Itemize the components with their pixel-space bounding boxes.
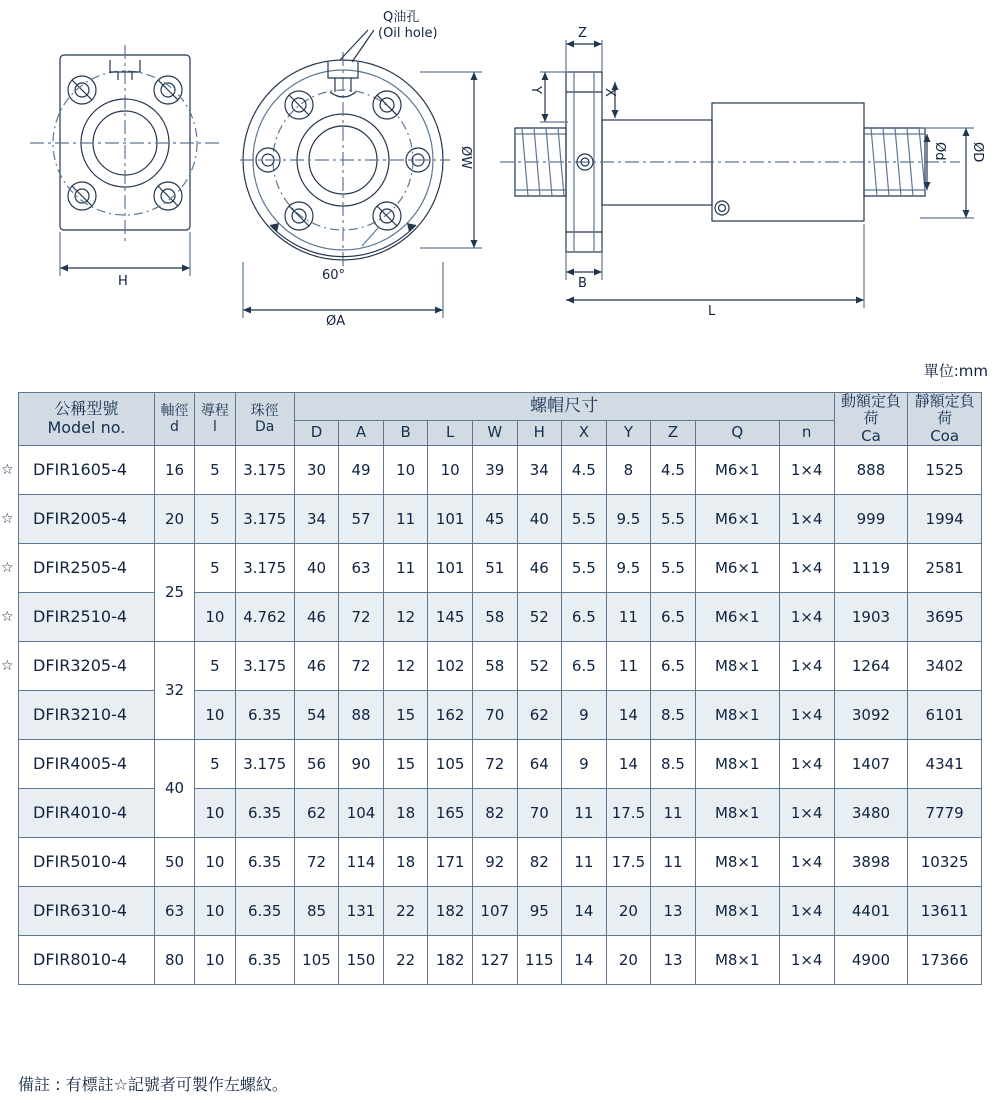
cell-Coa: 1525 [908, 445, 982, 494]
cell-lead: 5 [195, 641, 235, 690]
cell-X: 14 [562, 886, 607, 935]
cell-B: 11 [383, 543, 428, 592]
cell-H: 62 [517, 690, 562, 739]
cell-Z: 6.5 [651, 592, 696, 641]
cell-model-text: DFIR2510-4 [33, 607, 128, 627]
header-dim-Q: Q [695, 420, 779, 445]
cell-shaft-dia: 32 [154, 641, 194, 739]
cell-A: 88 [339, 690, 384, 739]
header-shaft-dia [154, 393, 194, 446]
cell-H: 115 [517, 935, 562, 984]
cell-Y: 17.5 [606, 788, 651, 837]
cell-n: 1×4 [779, 886, 834, 935]
cell-Coa: 7779 [908, 788, 982, 837]
cell-shaft-dia: 20 [154, 494, 194, 543]
cell-Z: 11 [651, 837, 696, 886]
cell-lead: 10 [195, 592, 235, 641]
header-model [19, 393, 155, 446]
cell-B: 18 [383, 837, 428, 886]
cell-Z: 5.5 [651, 543, 696, 592]
header-sta-load-cn: 靜額定負荷 [914, 392, 975, 428]
cell-W: 70 [472, 690, 517, 739]
cell-D: 105 [294, 935, 339, 984]
left-thread-star-icon: ☆ [1, 559, 14, 576]
cell-Q: M8×1 [695, 788, 779, 837]
cell-W: 58 [472, 641, 517, 690]
cell-ball-dia: 3.175 [235, 641, 294, 690]
cell-X: 5.5 [562, 494, 607, 543]
cell-Y: 9.5 [606, 494, 651, 543]
cell-Coa: 3402 [908, 641, 982, 690]
cell-Q: M6×1 [695, 592, 779, 641]
dim-label-L: L [708, 304, 716, 319]
cell-Y: 20 [606, 886, 651, 935]
header-dim-H: H [517, 420, 562, 445]
cell-Q: M6×1 [695, 445, 779, 494]
cell-B: 15 [383, 690, 428, 739]
header-nut-dims: 螺帽尺寸 [294, 393, 834, 421]
cell-n: 1×4 [779, 543, 834, 592]
cell-Ca: 4900 [834, 935, 908, 984]
cell-n: 1×4 [779, 641, 834, 690]
cell-W: 58 [472, 592, 517, 641]
cell-Ca: 3480 [834, 788, 908, 837]
cell-lead: 10 [195, 837, 235, 886]
cell-Z: 11 [651, 788, 696, 837]
cell-n: 1×4 [779, 445, 834, 494]
dim-label-Y: Y [528, 86, 543, 94]
cell-L: 165 [428, 788, 473, 837]
cell-Z: 8.5 [651, 739, 696, 788]
header-model-cn: 公稱型號 [54, 399, 119, 419]
table-row [19, 445, 982, 494]
cell-model [1, 494, 155, 543]
spec-table-wrapper [1, 392, 982, 985]
cell-ball-dia: 6.35 [235, 935, 294, 984]
cell-Ca: 1119 [834, 543, 908, 592]
cell-W: 51 [472, 543, 517, 592]
header-dyn-load-cn: 動額定負荷 [840, 392, 901, 428]
cell-W: 82 [472, 788, 517, 837]
header-ball-dia-sym: Da [254, 418, 275, 435]
cell-lead: 5 [195, 494, 235, 543]
cell-W: 72 [472, 739, 517, 788]
cell-model [19, 788, 155, 837]
cell-Y: 17.5 [606, 837, 651, 886]
cell-A: 49 [339, 445, 384, 494]
header-dyn-load [834, 393, 908, 446]
cell-D: 40 [294, 543, 339, 592]
cell-model-text: DFIR3205-4 [33, 656, 128, 676]
cell-ball-dia: 3.175 [235, 445, 294, 494]
cell-A: 57 [339, 494, 384, 543]
cell-H: 52 [517, 641, 562, 690]
cell-L: 171 [428, 837, 473, 886]
cell-model-text: DFIR8010-4 [33, 950, 128, 970]
cell-Coa: 2581 [908, 543, 982, 592]
table-row [19, 543, 982, 592]
cell-A: 90 [339, 739, 384, 788]
header-dim-B: B [383, 420, 428, 445]
cell-D: 85 [294, 886, 339, 935]
cell-lead: 10 [195, 935, 235, 984]
cell-Y: 9.5 [606, 543, 651, 592]
cell-H: 82 [517, 837, 562, 886]
cell-A: 131 [339, 886, 384, 935]
dim-label-Z: Z [578, 26, 587, 41]
cell-n: 1×4 [779, 935, 834, 984]
cell-X: 4.5 [562, 445, 607, 494]
cell-A: 63 [339, 543, 384, 592]
cell-Q: M6×1 [695, 543, 779, 592]
cell-L: 105 [428, 739, 473, 788]
cell-Q: M8×1 [695, 837, 779, 886]
cell-ball-dia: 3.175 [235, 543, 294, 592]
cell-n: 1×4 [779, 837, 834, 886]
cell-X: 6.5 [562, 641, 607, 690]
header-ball-dia [235, 393, 294, 446]
cell-X: 9 [562, 690, 607, 739]
dim-label-OW: ØW [458, 146, 473, 170]
header-dim-Z: Z [651, 420, 696, 445]
cell-A: 104 [339, 788, 384, 837]
cell-Q: M8×1 [695, 739, 779, 788]
header-dim-W: W [472, 420, 517, 445]
header-lead-cn: 導程 [200, 402, 229, 419]
cell-X: 14 [562, 935, 607, 984]
cell-Z: 6.5 [651, 641, 696, 690]
cell-lead: 10 [195, 690, 235, 739]
left-thread-star-icon: ☆ [1, 608, 14, 625]
oil-hole-label-en: (Oil hole) [378, 26, 438, 41]
cell-lead: 5 [195, 739, 235, 788]
cell-n: 1×4 [779, 690, 834, 739]
cell-shaft-dia: 50 [154, 837, 194, 886]
cell-L: 162 [428, 690, 473, 739]
cell-Q: M8×1 [695, 935, 779, 984]
cell-Y: 8 [606, 445, 651, 494]
cell-W: 127 [472, 935, 517, 984]
cell-W: 92 [472, 837, 517, 886]
header-shaft-dia-sym: d [170, 418, 179, 435]
cell-ball-dia: 3.175 [235, 494, 294, 543]
cell-Ca: 3092 [834, 690, 908, 739]
dim-label-angle: 60° [322, 268, 346, 283]
left-thread-star-icon: ☆ [1, 510, 14, 527]
cell-A: 114 [339, 837, 384, 886]
cell-ball-dia: 6.35 [235, 837, 294, 886]
cell-n: 1×4 [779, 494, 834, 543]
cell-Ca: 4401 [834, 886, 908, 935]
cell-Y: 11 [606, 641, 651, 690]
cell-shaft-dia: 16 [154, 445, 194, 494]
cell-model-text: DFIR2505-4 [33, 558, 128, 578]
cell-H: 95 [517, 886, 562, 935]
spec-table-head [19, 393, 982, 446]
cell-model-text: DFIR4005-4 [33, 754, 128, 774]
header-row-1 [19, 393, 982, 421]
table-row [19, 886, 982, 935]
cell-model [1, 445, 155, 494]
cell-A: 72 [339, 641, 384, 690]
cell-Z: 13 [651, 886, 696, 935]
cell-Q: M8×1 [695, 690, 779, 739]
cell-Z: 8.5 [651, 690, 696, 739]
footnote: 備註 : 有標註☆記號者可製作左螺紋。 [18, 1075, 288, 1094]
cell-B: 22 [383, 935, 428, 984]
cell-D: 62 [294, 788, 339, 837]
cell-B: 10 [383, 445, 428, 494]
cell-L: 145 [428, 592, 473, 641]
header-dim-Y: Y [606, 420, 651, 445]
cell-X: 5.5 [562, 543, 607, 592]
cell-model [19, 739, 155, 788]
cell-L: 101 [428, 494, 473, 543]
cell-lead: 10 [195, 788, 235, 837]
cell-B: 15 [383, 739, 428, 788]
dim-label-Od: Ød [932, 142, 947, 161]
header-sta-load [908, 393, 982, 446]
oil-hole-label-cn: Q油孔 [383, 10, 420, 25]
cell-Z: 13 [651, 935, 696, 984]
cell-A: 150 [339, 935, 384, 984]
cell-D: 72 [294, 837, 339, 886]
cell-X: 11 [562, 837, 607, 886]
cell-W: 107 [472, 886, 517, 935]
table-row [19, 935, 982, 984]
cell-W: 45 [472, 494, 517, 543]
cell-Coa: 17366 [908, 935, 982, 984]
cell-A: 72 [339, 592, 384, 641]
cell-L: 102 [428, 641, 473, 690]
cell-shaft-dia: 80 [154, 935, 194, 984]
cell-shaft-dia: 40 [154, 739, 194, 837]
left-thread-star-icon: ☆ [1, 657, 14, 674]
table-row [19, 641, 982, 690]
cell-Ca: 999 [834, 494, 908, 543]
cell-L: 182 [428, 886, 473, 935]
cell-Y: 14 [606, 690, 651, 739]
cell-Coa: 3695 [908, 592, 982, 641]
cell-n: 1×4 [779, 739, 834, 788]
cell-model-text: DFIR3210-4 [33, 705, 128, 725]
cell-shaft-dia: 63 [154, 886, 194, 935]
cell-Y: 14 [606, 739, 651, 788]
cell-X: 9 [562, 739, 607, 788]
table-row [19, 494, 982, 543]
drawing-svg [0, 0, 1000, 345]
cell-model [1, 592, 155, 641]
cell-Coa: 6101 [908, 690, 982, 739]
header-sta-load-sym: Coa [930, 426, 960, 445]
cell-B: 11 [383, 494, 428, 543]
technical-drawing [0, 0, 1000, 345]
cell-Coa: 4341 [908, 739, 982, 788]
header-shaft-dia-cn: 軸徑 [160, 402, 189, 419]
dim-label-H: H [118, 274, 128, 289]
spec-table [1, 392, 982, 985]
cell-H: 34 [517, 445, 562, 494]
cell-n: 1×4 [779, 592, 834, 641]
table-row [19, 739, 982, 788]
cell-model [19, 935, 155, 984]
cell-model-text: DFIR5010-4 [33, 852, 128, 872]
cell-B: 22 [383, 886, 428, 935]
unit-note: 單位:mm [923, 362, 988, 380]
cell-model-text: DFIR4010-4 [33, 803, 128, 823]
cell-model-text: DFIR2005-4 [33, 509, 128, 529]
cell-model [19, 690, 155, 739]
cell-Q: M6×1 [695, 494, 779, 543]
header-dim-A: A [339, 420, 384, 445]
dim-label-OD: ØD [970, 142, 985, 163]
cell-Ca: 1903 [834, 592, 908, 641]
cell-D: 46 [294, 641, 339, 690]
dim-label-X: X [602, 88, 617, 97]
cell-lead: 5 [195, 543, 235, 592]
cell-L: 182 [428, 935, 473, 984]
cell-Y: 20 [606, 935, 651, 984]
cell-Ca: 1407 [834, 739, 908, 788]
table-row [19, 837, 982, 886]
cell-B: 12 [383, 592, 428, 641]
header-dyn-load-sym: Ca [861, 426, 881, 445]
header-model-en: Model no. [47, 417, 126, 437]
dim-label-OA: ØA [326, 314, 346, 329]
cell-Coa: 10325 [908, 837, 982, 886]
cell-B: 12 [383, 641, 428, 690]
cell-Coa: 1994 [908, 494, 982, 543]
header-lead [195, 393, 235, 446]
header-dim-n: n [779, 420, 834, 445]
cell-D: 54 [294, 690, 339, 739]
cell-L: 10 [428, 445, 473, 494]
dim-label-B: B [578, 276, 587, 291]
cell-ball-dia: 6.35 [235, 690, 294, 739]
cell-Z: 5.5 [651, 494, 696, 543]
cell-H: 40 [517, 494, 562, 543]
cell-model [1, 543, 155, 592]
cell-W: 39 [472, 445, 517, 494]
cell-H: 64 [517, 739, 562, 788]
cell-model [19, 837, 155, 886]
cell-ball-dia: 3.175 [235, 739, 294, 788]
header-lead-sym: l [212, 418, 217, 435]
cell-Ca: 888 [834, 445, 908, 494]
cell-Ca: 3898 [834, 837, 908, 886]
cell-Ca: 1264 [834, 641, 908, 690]
cell-ball-dia: 6.35 [235, 886, 294, 935]
cell-lead: 5 [195, 445, 235, 494]
cell-model [19, 886, 155, 935]
cell-H: 70 [517, 788, 562, 837]
cell-L: 101 [428, 543, 473, 592]
cell-ball-dia: 6.35 [235, 788, 294, 837]
cell-lead: 10 [195, 886, 235, 935]
cell-model-text: DFIR6310-4 [33, 901, 128, 921]
cell-model-text: DFIR1605-4 [33, 460, 128, 480]
header-dim-D: D [294, 420, 339, 445]
cell-Z: 4.5 [651, 445, 696, 494]
cell-D: 46 [294, 592, 339, 641]
cell-Q: M8×1 [695, 641, 779, 690]
cell-Q: M8×1 [695, 886, 779, 935]
cell-H: 46 [517, 543, 562, 592]
cell-X: 6.5 [562, 592, 607, 641]
header-dim-X: X [562, 420, 607, 445]
cell-Y: 11 [606, 592, 651, 641]
cell-n: 1×4 [779, 788, 834, 837]
header-dim-L: L [428, 420, 473, 445]
cell-D: 56 [294, 739, 339, 788]
cell-shaft-dia: 25 [154, 543, 194, 641]
cell-model [1, 641, 155, 690]
cell-D: 34 [294, 494, 339, 543]
cell-ball-dia: 4.762 [235, 592, 294, 641]
spec-table-body [1, 445, 982, 984]
left-thread-star-icon: ☆ [1, 461, 14, 478]
cell-B: 18 [383, 788, 428, 837]
cell-H: 52 [517, 592, 562, 641]
cell-D: 30 [294, 445, 339, 494]
cell-X: 11 [562, 788, 607, 837]
header-ball-dia-cn: 珠徑 [250, 402, 279, 419]
cell-Coa: 13611 [908, 886, 982, 935]
